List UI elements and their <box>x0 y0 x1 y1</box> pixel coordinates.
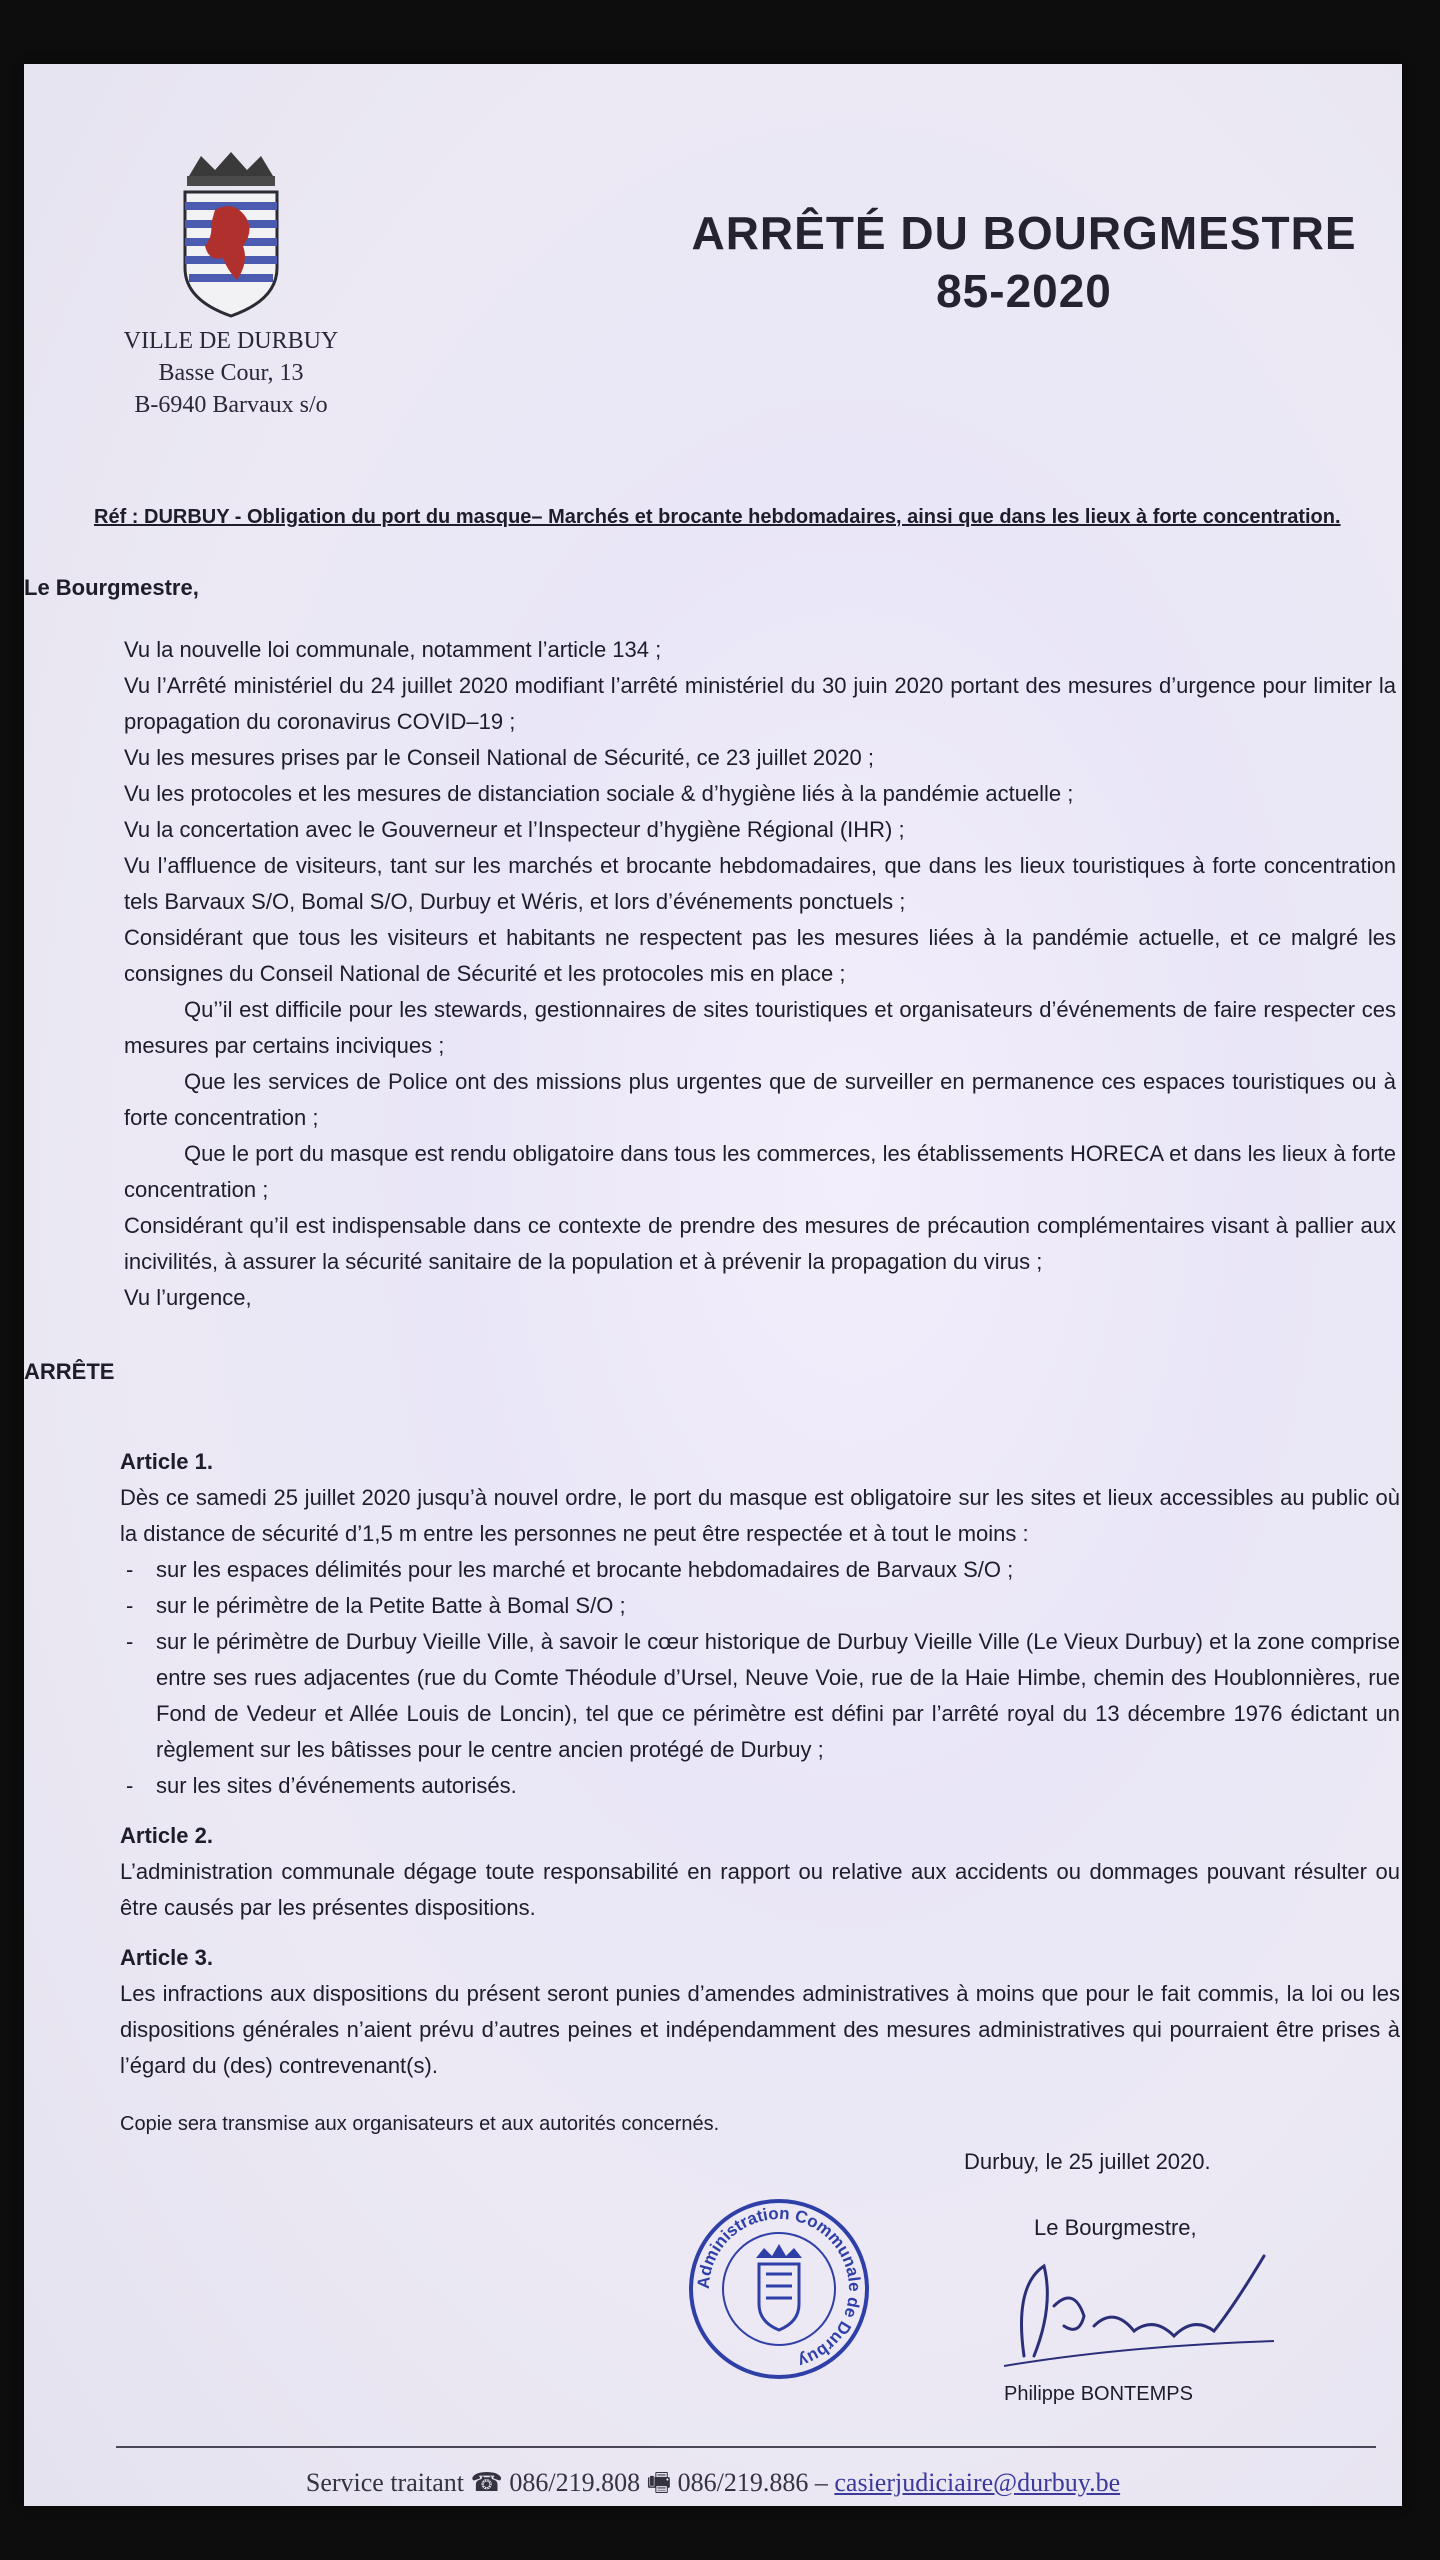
footer <box>24 2464 1402 2508</box>
phone-icon: ☎ <box>470 2468 503 2497</box>
article-3-text: Les infractions aux dispositions du présent seront punies d’amendes administratives à moins que pour le fait commis, la loi ou les dispositions générales n’aient prévu d’autres peines et indépendamment des mesures administratives qui pourraient être prises à l’égard du (des) contrevenant(s). <box>120 1981 1400 2078</box>
fax-icon: 🖷 <box>646 2468 672 2497</box>
list-item: - sur le périmètre de la Petite Batte à Bomal S/O ; <box>120 1588 1400 1624</box>
coat-of-arms-logo <box>171 150 291 320</box>
considerant-indented: Que les services de Police ont des missions plus urgentes que de surveiller en permanence ces espaces touristiques ou à forte concentration ; <box>124 1069 1396 1130</box>
service-label: Service traitant <box>305 2468 464 2497</box>
copy-note: Copie sera transmise aux organisateurs et aux autorités concernés. <box>120 2113 720 2135</box>
svg-text:Administration Communale de Du <box>694 2204 864 2371</box>
considerant: Vu l’affluence de visiteurs, tant sur les marchés et brocante hebdomadaires, que dans les lieux touristiques à forte concentration tels Barvaux S/O, Bomal S/O, Durbuy et Wéris, et lors d’événements ponctuels ; <box>124 853 1396 914</box>
urgence-line: Vu l’urgence, <box>124 1285 252 1310</box>
phone-number: 086/219.808 <box>509 2468 641 2497</box>
considerant: Vu la nouvelle loi communale, notamment l’article 134 ; <box>124 637 662 662</box>
signature-block <box>964 2144 1384 2412</box>
signatory-role: Le Bourgmestre, <box>1034 2215 1197 2240</box>
address-line-2: B-6940 Barvaux s/o <box>134 392 328 418</box>
address-line-1: Basse Cour, 13 <box>158 360 304 386</box>
handwritten-signature <box>984 2246 1284 2376</box>
article-3-heading: Article 3. <box>120 1945 213 1970</box>
document-title <box>644 204 1404 320</box>
list-item: - sur le périmètre de Durbuy Vieille Ville, à savoir le cœur historique de Durbuy Vieille Ville (Le Vieux Durbuy) et la zone comprise entre ses rues adjacentes (rue du Comte Théodule d’Ursel, Neuve Voie, rue de la Haie Himbe, chemin des Houblonnières, rue Fond de Vedeur et Allée Louis de Loncin), tel que ce périmètre est défini par l’arrêté royal du 13 décembre 1976 édictant un règlement sur les bâtisses pour le centre ancien protégé de Durbuy ; <box>120 1624 1400 1768</box>
reference-line: Réf : DURBUY - Obligation du port du masque– Marchés et brocante hebdomadaires, ainsi que dans les lieux à forte concentration. <box>94 506 1341 528</box>
place-date: Durbuy, le 25 juillet 2020. <box>964 2149 1211 2174</box>
title-line-1: ARRÊTÉ DU BOURGMESTRE <box>691 207 1357 259</box>
document-sheet <box>24 64 1402 2506</box>
article-1-heading: Article 1. <box>120 1449 213 1474</box>
considerant-final: Considérant qu’il est indispensable dans ce contexte de prendre des mesures de précaution complémentaires visant à pallier aux incivilités, à assurer la sécurité sanitaire de la population et à prévenir la propagation du virus ; <box>124 1213 1396 1274</box>
considerant: Considérant que tous les visiteurs et habitants ne respectent pas les mesures liées à la pandémie actuelle, et ce malgré les consignes du Conseil National de Sécurité et les protocoles mis en place ; <box>124 925 1396 986</box>
salutation: Le Bourgmestre, <box>24 575 199 600</box>
articles-block <box>120 1444 1400 2142</box>
email-link[interactable]: casierjudiciaire@durbuy.be <box>834 2468 1121 2497</box>
considerant: Vu la concertation avec le Gouverneur et l’Inspecteur d’hygiène Régional (IHR) ; <box>124 817 905 842</box>
considerant: Vu les protocoles et les mesures de distanciation sociale & d’hygiène liés à la pandémie actuelle ; <box>124 781 1074 806</box>
footer-separator: – <box>814 2468 828 2497</box>
considerant-indented: Que le port du masque est rendu obligatoire dans tous les commerces, les établissements HORECA et dans les lieux à forte concentration ; <box>124 1141 1396 1202</box>
article-2-heading: Article 2. <box>120 1823 213 1848</box>
stamp-text: Administration Communale de Durbuy <box>693 2203 865 2371</box>
article-2-text: L’administration communale dégage toute responsabilité en rapport ou relative aux accidents ou dommages pouvant résulter ou être causés par les présentes dispositions. <box>120 1859 1400 1920</box>
municipal-stamp <box>684 2194 874 2384</box>
list-item: - sur les espaces délimités pour les marché et brocante hebdomadaires de Barvaux S/O ; <box>120 1552 1400 1588</box>
town-name: VILLE DE DURBUY <box>123 328 339 354</box>
article-1-list <box>120 1552 1400 1804</box>
considerant: Vu les mesures prises par le Conseil National de Sécurité, ce 23 juillet 2020 ; <box>124 745 875 770</box>
fax-number: 086/219.886 <box>677 2468 809 2497</box>
arrete-heading: ARRÊTE <box>24 1359 115 1384</box>
town-header <box>120 150 342 421</box>
considerant: Vu l’Arrêté ministériel du 24 juillet 2020 modifiant l’arrêté ministériel du 30 juin 2020 portant des mesures d’urgence pour limiter la propagation du coronavirus COVID–19 ; <box>124 673 1396 734</box>
list-item: - sur les sites d’événements autorisés. <box>120 1768 1400 1804</box>
considerants-block <box>124 632 1396 1316</box>
considerant-indented: Qu’’il est difficile pour les stewards, gestionnaires de sites touristiques et organisateurs d’événements de faire respecter ces mesures par certains inciviques ; <box>124 997 1396 1058</box>
signatory-name: Philippe BONTEMPS <box>1004 2383 1193 2405</box>
article-1-intro: Dès ce samedi 25 juillet 2020 jusqu’à nouvel ordre, le port du masque est obligatoire sur les sites et lieux accessibles au public où la distance de sécurité d’1,5 m entre les personnes ne peut être respectée et à tout le moins : <box>120 1485 1400 1546</box>
title-line-2: 85-2020 <box>936 265 1112 317</box>
footer-divider <box>116 2446 1376 2448</box>
